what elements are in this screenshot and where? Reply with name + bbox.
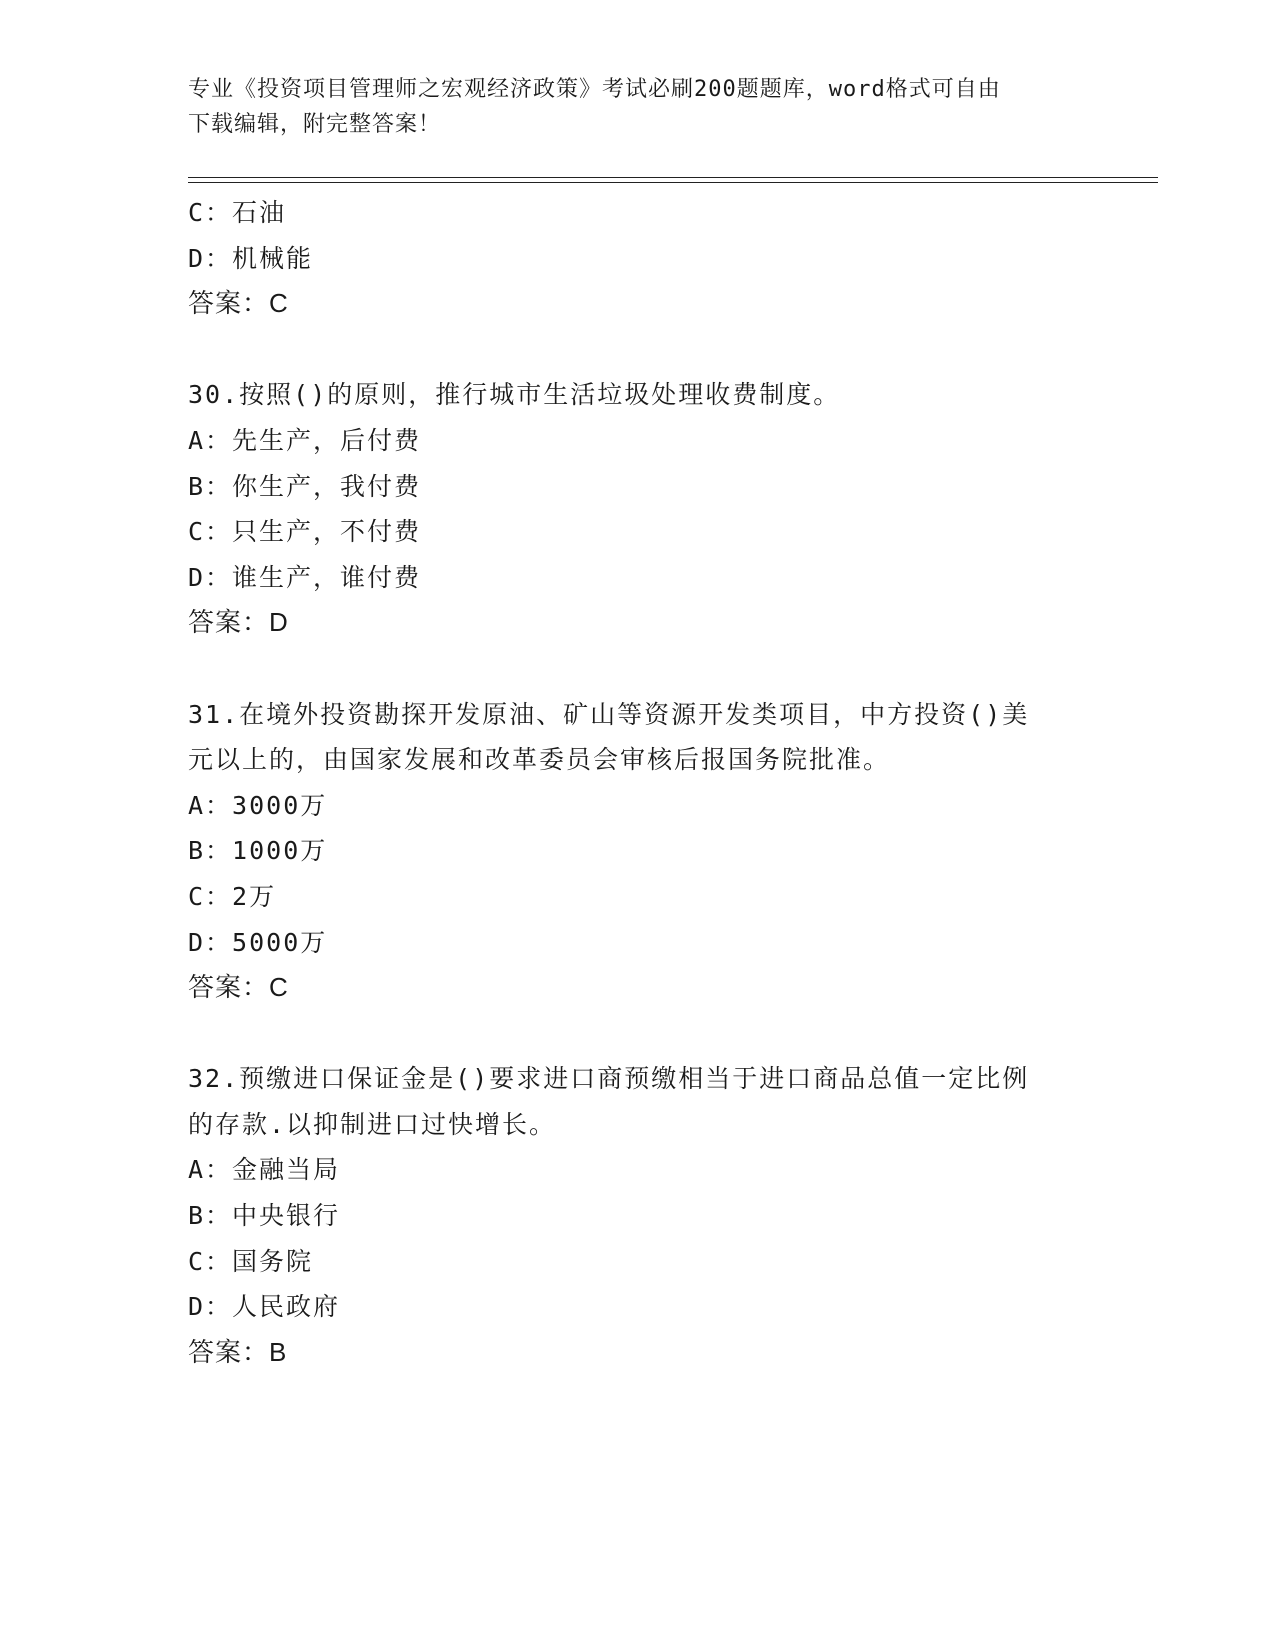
answer-line: 答案：D: [188, 607, 289, 638]
question-text-line-2: 元以上的，由国家发展和改革委员会审核后报国务院批准。: [188, 745, 891, 775]
question-text-line-2: 的存款.以抑制进口过快增长。: [188, 1109, 557, 1139]
option-c: C：国务院: [188, 1246, 314, 1276]
answer-line: 答案：C: [188, 288, 289, 319]
header-line-1: 专业《投资项目管理师之宏观经济政策》考试必刷200题题库，word格式可自由: [188, 77, 1001, 102]
question-text-line-1: 32.预缴进口保证金是()要求进口商预缴相当于进口商品总值一定比例: [188, 1064, 1030, 1094]
question-block-29: [188, 190, 1088, 327]
option-b: B：你生产，我付费: [188, 471, 422, 501]
option-d: D：谁生产，谁付费: [188, 562, 422, 592]
answer-line: 答案：C: [188, 972, 289, 1003]
question-text-line-1: 31.在境外投资勘探开发原油、矿山等资源开发类项目，中方投资()美: [188, 699, 1030, 729]
option-a: A：3000万: [188, 790, 328, 820]
question-block-30: [188, 372, 1088, 646]
spacer: [188, 1011, 1088, 1057]
answer-line: 答案：B: [188, 1336, 288, 1367]
option-c: C：只生产，不付费: [188, 517, 422, 547]
question-block-31: [188, 692, 1088, 1011]
header-line-2: 下载编辑，附完整答案！: [188, 112, 442, 137]
spacer: [188, 646, 1088, 692]
question-block-32: [188, 1056, 1088, 1375]
option-b: B：1000万: [188, 836, 328, 866]
option-c: C：2万: [188, 881, 277, 911]
option-c: C：石油: [188, 198, 287, 227]
option-d: D：5000万: [188, 927, 328, 957]
option-b: B：中央银行: [188, 1201, 341, 1231]
option-a: A：先生产，后付费: [188, 425, 422, 455]
option-a: A：金融当局: [188, 1155, 341, 1185]
header-divider-bottom: [188, 182, 1158, 183]
option-d: D：机械能: [188, 243, 314, 273]
spacer: [188, 327, 1088, 373]
header-divider-top: [188, 177, 1158, 178]
question-list: [188, 190, 1088, 1375]
question-text: 30.按照()的原则，推行城市生活垃圾处理收费制度。: [188, 380, 841, 410]
option-d: D：人民政府: [188, 1292, 341, 1322]
document-header: [188, 72, 1088, 142]
